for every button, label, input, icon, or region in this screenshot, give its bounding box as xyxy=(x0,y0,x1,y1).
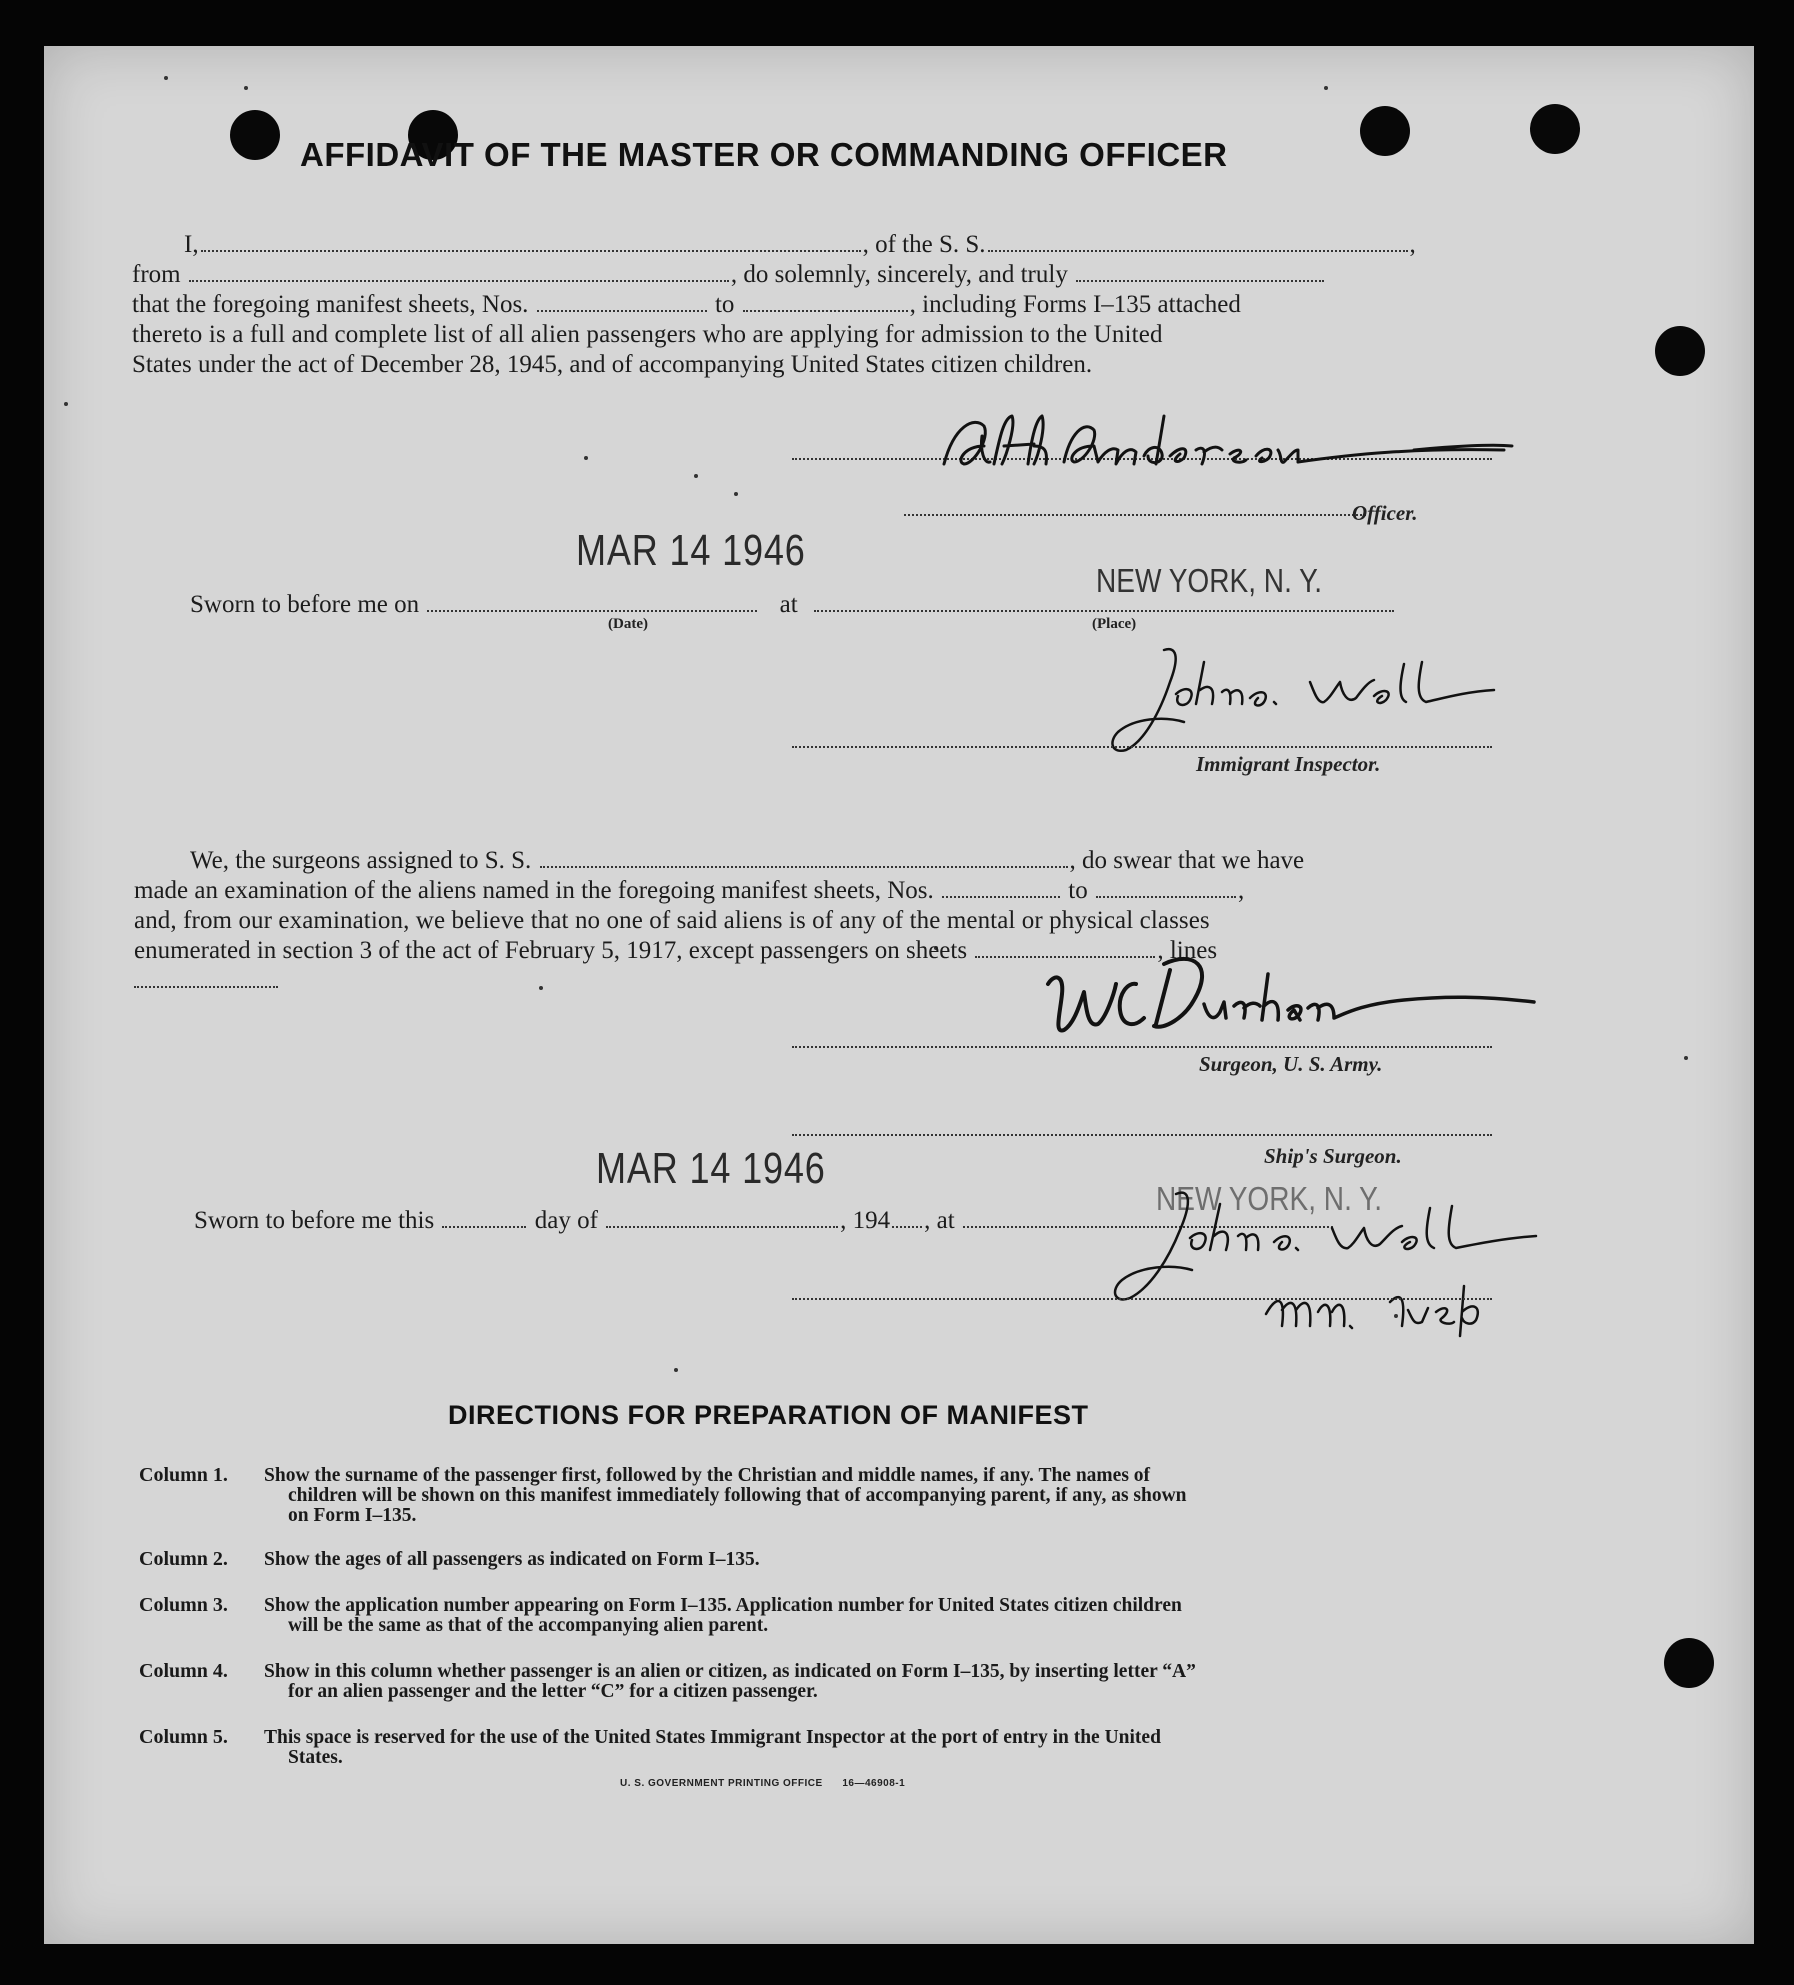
direction-label-4: Column 4. xyxy=(139,1660,228,1682)
affidavit-line-3: that the foregoing manifest sheets, Nos. to , including Forms I–135 attached xyxy=(132,291,1241,318)
manifest-page xyxy=(44,46,1754,1944)
affidavit-line-5: States under the act of December 28, 1945, and of accompanying United States citizen children. xyxy=(132,351,1093,378)
punch-hole xyxy=(1664,1638,1714,1688)
surgeon-line-3: and, from our examination, we believe that no one of said aliens is of any of the mental or physical classes xyxy=(134,907,1210,934)
ship-surgeon-line xyxy=(792,1134,1492,1136)
affidavit-title: AFFIDAVIT OF THE MASTER OR COMMANDING OFFICER xyxy=(300,136,1228,173)
inspector-caption: Immigrant Inspector. xyxy=(1196,752,1381,776)
truly-field[interactable] xyxy=(1076,278,1324,282)
punch-hole xyxy=(230,110,280,160)
ship-surgeon-caption: Ship's Surgeon. xyxy=(1264,1144,1402,1168)
surgeon-line-2: made an examination of the aliens named in the foregoing manifest sheets, Nos. to , xyxy=(134,877,1245,904)
inspector-signature-2 xyxy=(1106,1186,1566,1356)
date-stamp-2: MAR 14 1946 xyxy=(596,1144,826,1193)
officer-name-field[interactable] xyxy=(201,248,861,252)
affidavit-line-4: thereto is a full and complete list of all alien passengers who are applying for admission to the United xyxy=(132,321,1163,348)
direction-label-5: Column 5. xyxy=(139,1726,228,1748)
sworn-line-2: Sworn to before me this day of , 194 , at xyxy=(194,1206,1335,1236)
affidavit-line-2: from , do solemnly, sincerely, and truly xyxy=(132,260,1326,290)
paper-speck xyxy=(164,76,168,80)
sworn-month-field[interactable] xyxy=(606,1224,838,1228)
paper-speck xyxy=(539,986,543,990)
direction-label-3: Column 3. xyxy=(139,1594,228,1616)
direction-text-3: Show the application number appearing on Form I–135. Application number for United States citizen children will be the same as that of the accompanying alien parent. xyxy=(264,1595,1182,1636)
army-surgeon-signature xyxy=(1044,944,1544,1044)
sworn-year-field[interactable] xyxy=(892,1224,922,1228)
army-surgeon-line xyxy=(792,1046,1492,1048)
sheet-to-field[interactable] xyxy=(743,308,908,312)
sworn-date-field[interactable] xyxy=(427,608,757,612)
officer-caption: Officer. xyxy=(1352,501,1418,525)
paper-speck xyxy=(674,1368,678,1372)
place-stamp: NEW YORK, N. Y. xyxy=(1096,562,1323,599)
punch-hole xyxy=(1655,326,1705,376)
paper-speck xyxy=(244,86,248,90)
inspector-signature-line xyxy=(792,746,1492,748)
sworn-line-1: Sworn to before me on at xyxy=(190,590,1396,620)
paper-speck xyxy=(64,402,68,406)
surgeon-ship-field[interactable] xyxy=(540,864,1068,868)
port-from-field[interactable] xyxy=(189,278,729,282)
sheet-from-field[interactable] xyxy=(537,308,707,312)
surgeon-sheet-to-field[interactable] xyxy=(1096,894,1236,898)
printer-footer: U. S. GOVERNMENT PRINTING OFFICE 16—46908-1 xyxy=(620,1778,906,1789)
surgeon-line-4: enumerated in section 3 of the act of February 5, 1917, except passengers on sheets , lines xyxy=(134,937,1218,964)
direction-text-1: Show the surname of the passenger first, followed by the Christian and middle names, if any. The names of children will be shown on this manifest immediately following that of accompanying parent, if any, as shown on Form I–135. xyxy=(264,1465,1187,1526)
direction-text-2: Show the ages of all passengers as indicated on Form I–135. xyxy=(264,1549,760,1570)
place-stamp-2: NEW YORK, N. Y. xyxy=(1156,1180,1383,1217)
army-surgeon-caption: Surgeon, U. S. Army. xyxy=(1199,1052,1383,1076)
paper-speck xyxy=(584,456,588,460)
directions-title: DIRECTIONS FOR PREPARATION OF MANIFEST xyxy=(448,1400,1089,1430)
paper-speck xyxy=(694,474,698,478)
paper-speck xyxy=(734,492,738,496)
direction-label-1: Column 1. xyxy=(139,1464,228,1486)
surgeon-sheet-from-field[interactable] xyxy=(942,894,1060,898)
direction-text-5: This space is reserved for the use of the United States Immigrant Inspector at the port of entry in the United States. xyxy=(264,1727,1161,1768)
punch-hole xyxy=(1530,104,1580,154)
officer-signature xyxy=(934,406,1514,476)
sworn-day-field[interactable] xyxy=(442,1224,526,1228)
direction-label-2: Column 2. xyxy=(139,1548,228,1570)
date-caption: (Date) xyxy=(608,616,648,632)
place-caption: (Place) xyxy=(1092,616,1137,632)
officer-title-line xyxy=(904,514,1366,516)
ship-name-field[interactable] xyxy=(988,248,1408,252)
affidavit-line-1: I, , of the S. S. , xyxy=(184,231,1416,258)
sworn-place-field[interactable] xyxy=(814,608,1394,612)
inspector-signature xyxy=(1104,642,1524,762)
date-stamp: MAR 14 1946 xyxy=(576,526,806,575)
surgeon-line-1: We, the surgeons assigned to S. S. , do swear that we have xyxy=(190,847,1305,874)
punch-hole xyxy=(1360,106,1410,156)
paper-speck xyxy=(1324,86,1328,90)
direction-text-4: Show in this column whether passenger is an alien or citizen, as indicated on Form I–135, by inserting letter “A” for an alien passenger and the letter “C” for a citizen passenger. xyxy=(264,1661,1196,1702)
inspector-signature-line-2 xyxy=(792,1298,1492,1300)
lines-field xyxy=(134,986,278,988)
paper-speck xyxy=(1684,1056,1688,1060)
